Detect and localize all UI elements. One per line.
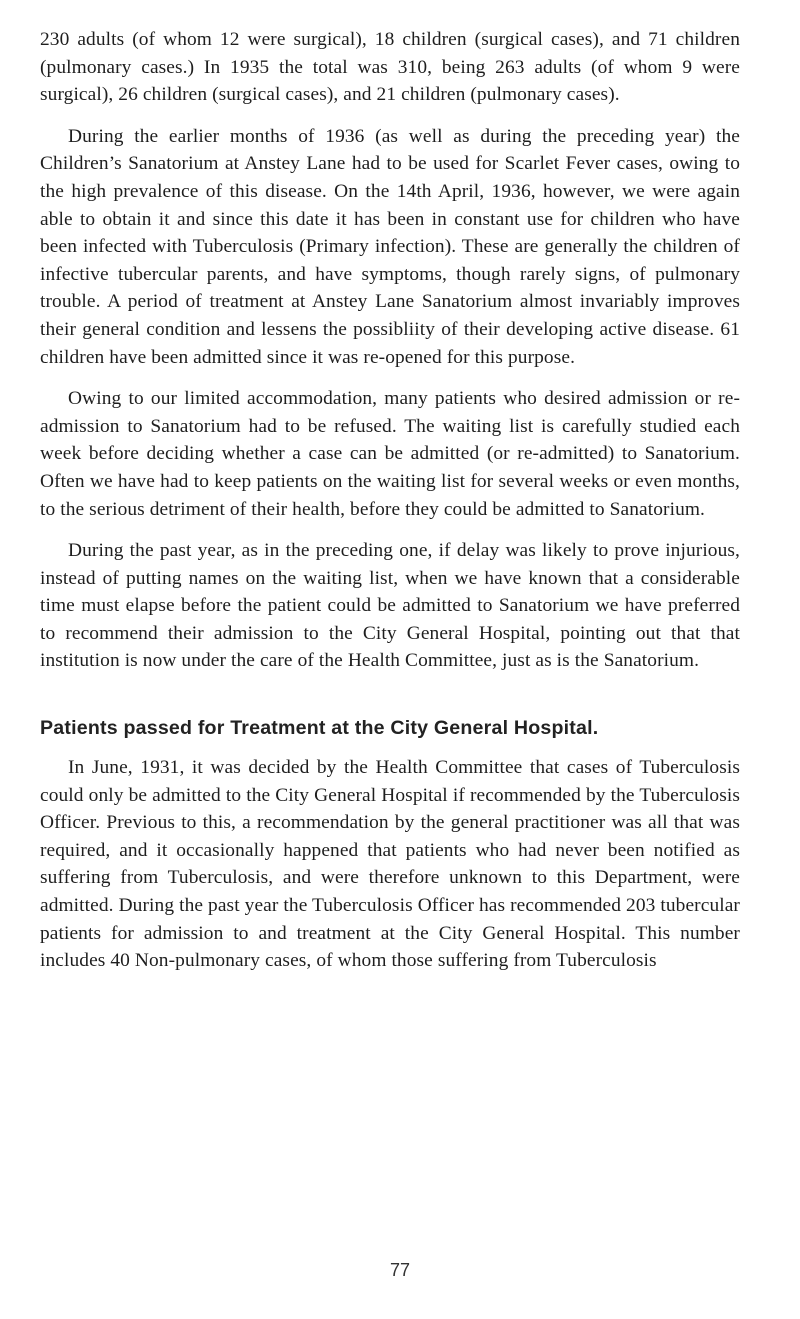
paragraph-limited-accommodation: Owing to our limited accommodation, many patients who desired admission or re-admission to Sanatorium had to be refused. The waiting list is carefully studied each week before deciding whether a case can be admitted (or re-admitted) to Sanatorium. Often we have had to keep patients on the waiting list for several weeks or even months, to the serious detriment of their health, before they could be admitted to Sanatorium. [40, 388, 740, 520]
paragraph-childrens-sanatorium: During the earlier months of 1936 (as well as during the preceding year) the Children’s Sanatorium at Anstey Lane had to be used for Scarlet Fever cases, owing to the high prevalence of this disease. On the 14th April, 1936, however, we were again able to obtain it and since this date it has been in constant use for children who have been infected with Tuberculosis (Primary infection). These are generally the children of infective tubercular parents, and have symptoms, though rarely signs, of pulmonary trouble. A period of treatment at Anstey Lane Sanatorium almost invariably improves their general condition and lessens the possibliity of their developing active disease. 61 children have been admitted since it was re-opened for this purpose. [40, 125, 740, 368]
paragraph-continuation: 230 adults (of whom 12 were surgical), 18 children (surgical cases), and 71 children (pulmonary cases.) In 1935 the total was 310, being 263 adults (of whom 9 were surgical), 26 children (surgical cases), and 21 children (pulmonary cases). [40, 29, 740, 106]
document-page [40, 26, 740, 989]
section-heading: Patients passed for Treatment at the City General Hospital. [40, 717, 599, 740]
paragraph-city-general-hospital: In June, 1931, it was decided by the Health Committee that cases of Tuberculosis could only be admitted to the City General Hospital if recommended by the Tuberculosis Officer. Previous to this, a recommendation by the general practitioner was all that was required, and it occasionally happened that patients who had never been notified as suffering from Tuberculosis, and were therefore unknown to this Department, were admitted. During the past year the Tuberculosis Officer has recommended 203 tubercular patients for admission to and treatment at the City General Hospital. This number includes 40 Non-pulmonary cases, of whom those suffering from Tuberculosis [40, 757, 740, 972]
paragraph-delay-injurious: During the past year, as in the preceding one, if delay was likely to prove injurious, instead of putting names on the waiting list, when we have known that a considerable time must elapse before the patient could be admitted to Sanatorium we have preferred to recommend their admission to the City General Hospital, pointing out that that institution is now under the care of the Health Committee, just as is the Sanatorium. [40, 540, 740, 672]
page-number: 77 [389, 1260, 411, 1280]
